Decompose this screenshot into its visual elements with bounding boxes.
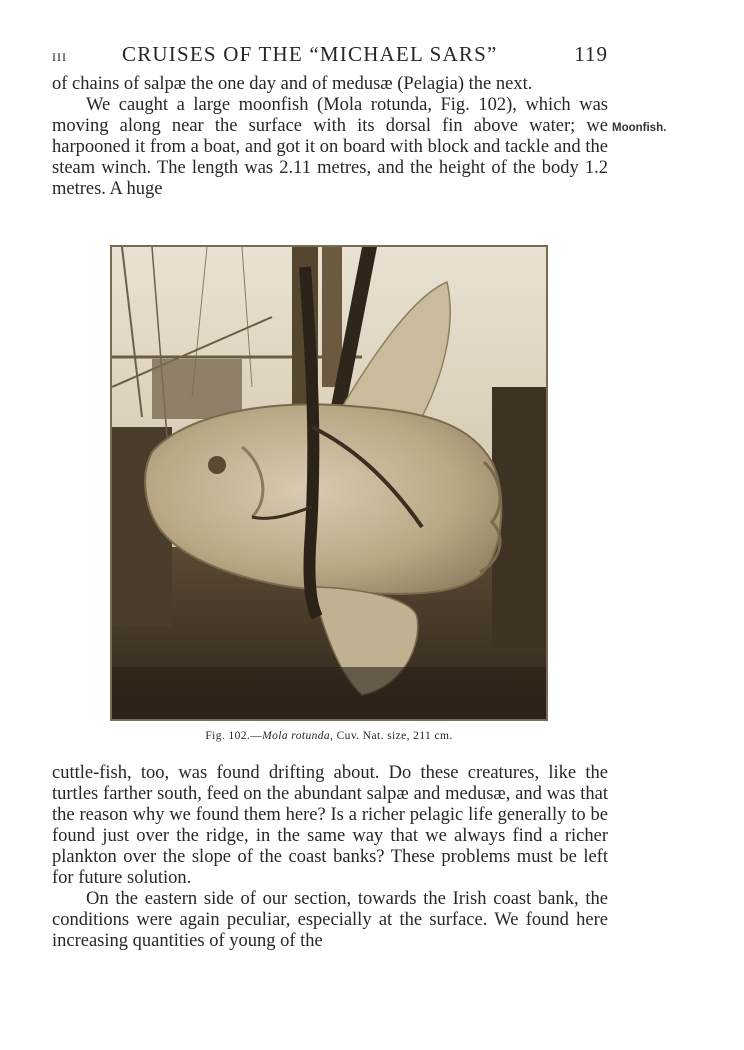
- moonfish-photo-illustration: [112, 247, 546, 719]
- running-title: CRUISES OF THE “MICHAEL SARS”: [122, 42, 498, 66]
- figure-caption: [110, 730, 548, 742]
- figure-photograph: [110, 245, 548, 721]
- running-header: [52, 40, 608, 70]
- text-block-bottom: [52, 763, 608, 952]
- paragraph: of chains of salpæ the one day and of medusæ (Pelagia) the next.: [52, 74, 533, 94]
- paragraph: cuttle-fish, too, was found drifting about. Do these creatures, like the turtles farther south, feed on the abundant salpæ and medusæ, and was that the reason why we found them here? Is a richer pelagic life generally to be found just over the ridge, in the same way that we always find a richer plankton over the slope of the coast banks? These problems must be left for future solution.: [52, 763, 608, 888]
- paragraph: On the eastern side of our section, towards the Irish coast bank, the conditions were again peculiar, especially at the surface. We found here increasing quantities of young of the: [52, 889, 608, 951]
- margin-note: Moonfish.: [612, 122, 667, 134]
- text-block-top: [52, 74, 608, 200]
- paragraph: We caught a large moonfish (Mola rotunda, Fig. 102), which was moving along near the surface with its dorsal fin above water; we harpooned it from a boat, and got it on board with block and tackle and the steam winch. The length was 2.11 metres, and the height of the body 1.2 metres. A huge: [52, 95, 608, 199]
- page-number: 119: [574, 42, 608, 66]
- fish-eye: [208, 456, 226, 474]
- section-number: III: [52, 50, 67, 64]
- caption-label: Fig. 102.—: [205, 730, 263, 742]
- caption-species: Mola rotunda: [262, 730, 331, 742]
- caption-details: , Cuv. Nat. size, 211 cm.: [330, 730, 453, 742]
